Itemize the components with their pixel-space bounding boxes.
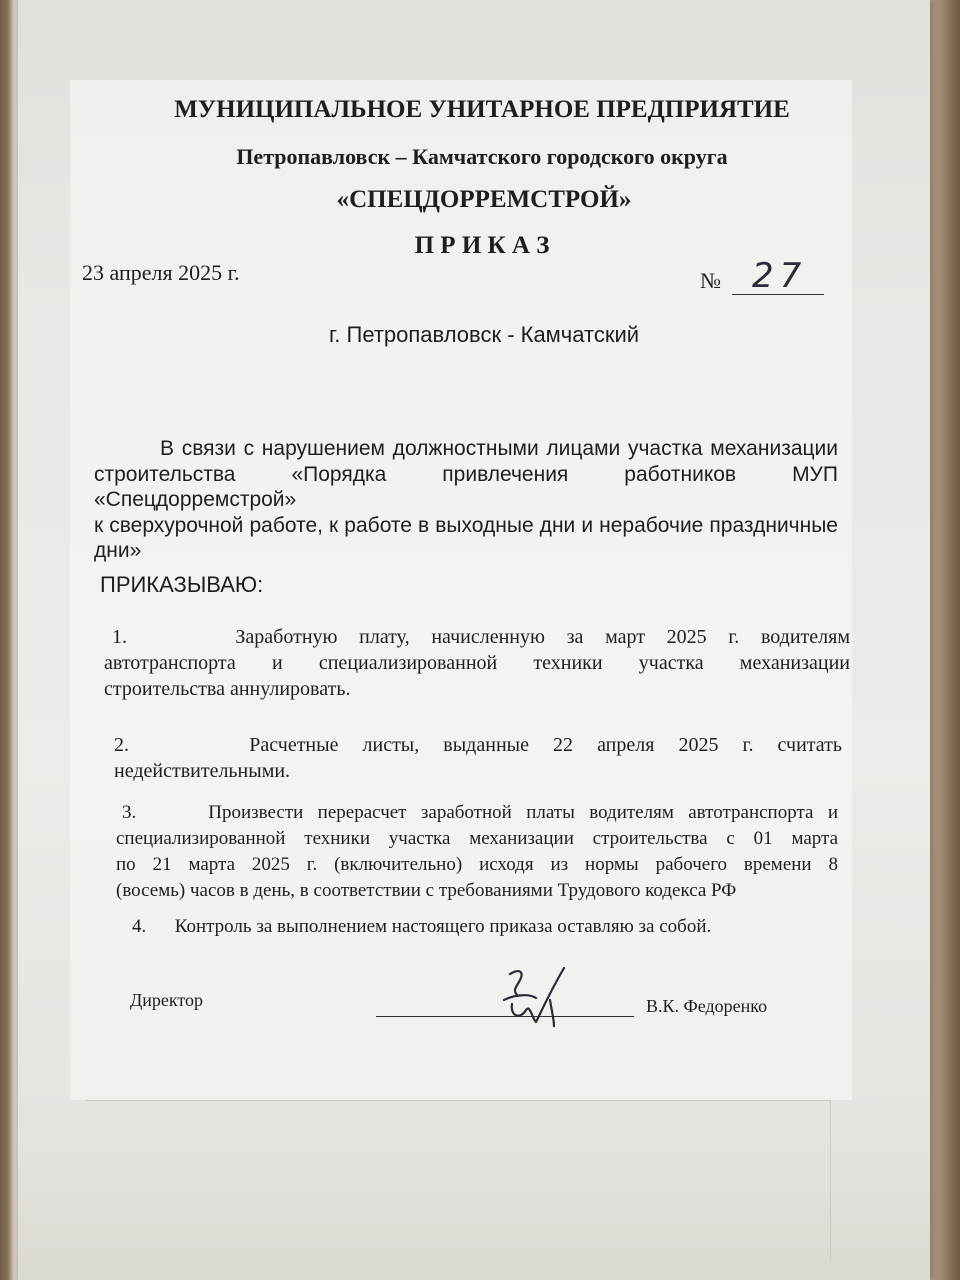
- item-text: строительства аннулировать.: [104, 678, 351, 700]
- preamble-line: дни»: [94, 539, 142, 562]
- org-line2: Петропавловск – Камчатского городского округа: [236, 144, 728, 169]
- org-line1: МУНИЦИПАЛЬНОЕ УНИТАРНОЕ ПРЕДПРИЯТИЕ: [174, 96, 790, 123]
- doc-title: П Р И К А З: [414, 232, 550, 259]
- preamble-line: В связи с нарушением должностными лицами участка механизации: [160, 437, 838, 460]
- number-handwritten: 27: [752, 256, 808, 296]
- item-1: [104, 624, 850, 702]
- item-text: специализированной техники участка механизации строительства с 01 марта: [116, 828, 838, 849]
- item-text: Заработную плату, начисленную за март 2025 г. водителям: [235, 626, 851, 648]
- preamble-line: к сверхурочной работе, к работе в выходные дни и нерабочие праздничные: [94, 513, 838, 537]
- item-number: 1.: [112, 626, 127, 648]
- number-label: №: [700, 268, 721, 293]
- item-number: 3.: [122, 802, 137, 823]
- item-text: (восемь) часов в день, в соответствии с требованиями Трудового кодекса РФ: [116, 880, 737, 901]
- order-word: ПРИКАЗЫВАЮ:: [100, 572, 264, 597]
- org-name: «СПЕЦДОРРЕМСТРОЙ»: [336, 186, 632, 213]
- order-date: 23 апреля 2025 г.: [82, 260, 240, 285]
- item-text: недействительными.: [114, 760, 291, 782]
- city: г. Петропавловск - Камчатский: [328, 322, 640, 347]
- item-text: Расчетные листы, выданные 22 апреля 2025 г. считать: [249, 734, 842, 756]
- item-3: [116, 800, 838, 904]
- underlying-sheet-edge: [86, 1100, 831, 1261]
- signature-position: Директор: [130, 990, 204, 1010]
- item-text: Произвести перерасчет заработной платы водителям автотранспорта и: [208, 802, 839, 823]
- item-text: Контроль за выполнением настоящего приказа оставляю за собой.: [174, 916, 712, 937]
- signature-name: В.К. Федоренко: [646, 996, 768, 1016]
- preamble: [94, 436, 838, 564]
- item-number: 2.: [114, 734, 129, 756]
- item-text: автотранспорта и специализированной техники участка механизации: [104, 652, 850, 674]
- handwritten-signature: [490, 960, 580, 1040]
- item-2: [114, 732, 842, 784]
- item-number: 4.: [132, 916, 147, 937]
- item-text: по 21 марта 2025 г. (включительно) исходя из нормы рабочего времени 8: [116, 854, 838, 875]
- item-4: [132, 914, 792, 940]
- preamble-line: строительства «Порядка привлечения работников МУП «Спецдорремстрой»: [94, 462, 838, 511]
